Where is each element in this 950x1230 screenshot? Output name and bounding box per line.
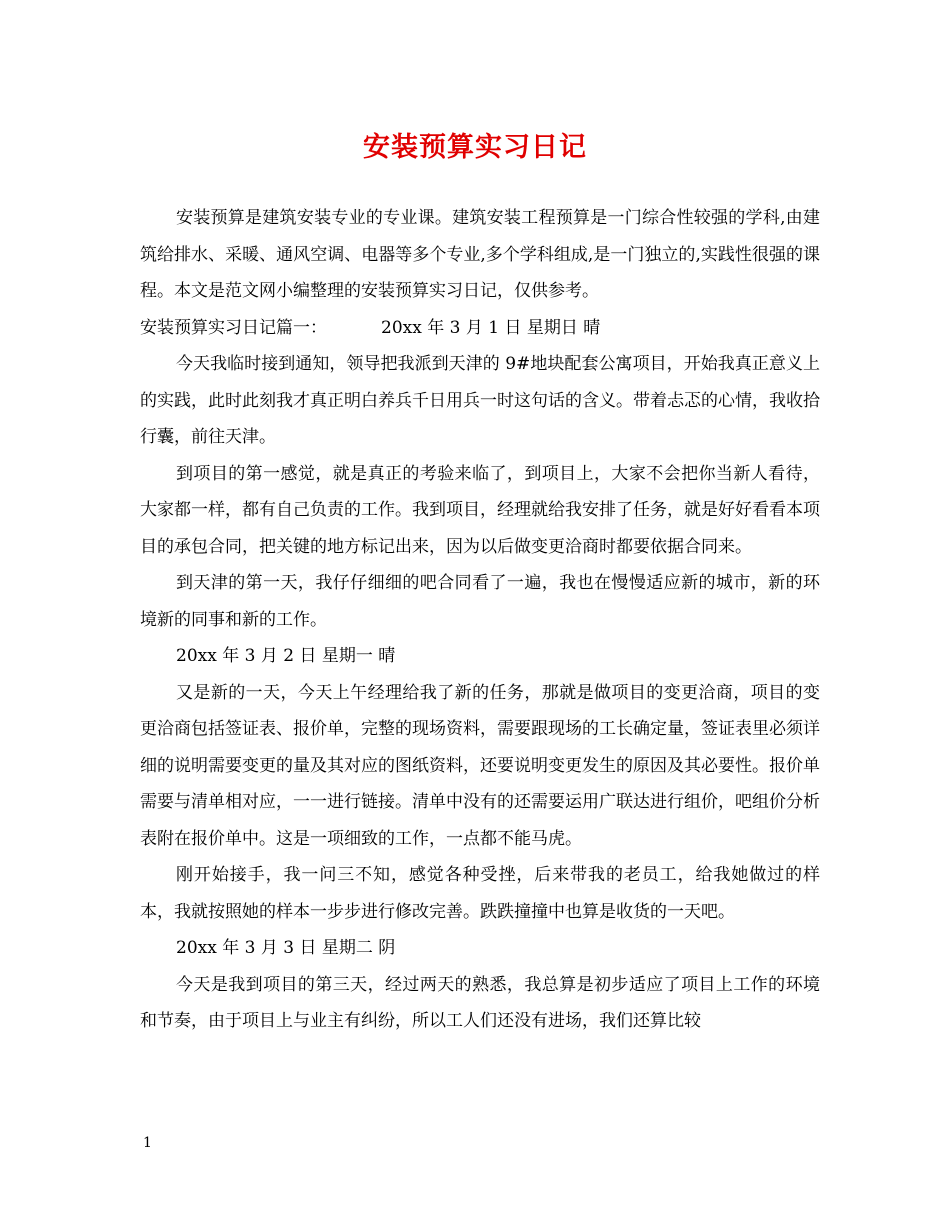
page-title: 安装预算实习日记 bbox=[363, 132, 587, 163]
page-number: 1 bbox=[143, 1135, 152, 1151]
entry2-paragraph-1: 又是新的一天，今天上午经理给我了新的任务，那就是做项目的变更洽商，项目的变更洽商包括签证表、报价单，完整的现场资料，需要跟现场的工长确定量，签证表里必须详细的说明需要变更的量及其对应的图纸资料，还要说明变更发生的原因及其必要性。报价单需要与清单相对应，一一进行链接。清单中没有的还需要运用广联达进行组价，吧组价分析表附在报价单中。这是一项细致的工作，一点都不能马虎。 bbox=[140, 682, 820, 849]
entry3-paragraph-1: 今天是我到项目的第三天，经过两天的熟悉，我总算是初步适应了项目上工作的环境和节奏，由于项目上与业主有纠纷，所以工人们还没有进场，我们还算比较 bbox=[140, 974, 820, 1031]
entry3-heading: 20xx 年 3 月 3 日 星期二 阴 bbox=[176, 938, 396, 958]
entry1-heading-date: 20xx 年 3 月 1 日 星期日 晴 bbox=[381, 317, 601, 338]
entry2-paragraph-2: 刚开始接手，我一问三不知，感觉各种受挫，后来带我的老员工，给我她做过的样本，我就按照她的样本一步步进行修改完善。跌跌撞撞中也算是收货的一天吧。 bbox=[140, 865, 820, 922]
entry1-paragraph-2: 到项目的第一感觉，就是真正的考验来临了，到项目上，大家不会把你当新人看待，大家都一样，都有自己负责的工作。我到项目，经理就给我安排了任务，就是好好看看本项目的承包合同，把关键的地方标记出来，因为以后做变更洽商时都要依据合同来。 bbox=[140, 463, 820, 557]
document-body bbox=[140, 200, 820, 1040]
entry2-heading: 20xx 年 3 月 2 日 星期一 晴 bbox=[176, 646, 396, 666]
intro-paragraph: 安装预算是建筑安装专业的专业课。建筑安装工程预算是一门综合性较强的学科,由建筑给排水、采暖、通风空调、电器等多个专业,多个学科组成,是一门独立的,实践性很强的课程。本文是范文网小编整理的安装预算实习日记，仅供参考。 bbox=[140, 208, 820, 301]
entry1-paragraph-3: 到天津的第一天，我仔仔细细的吧合同看了一遍，我也在慢慢适应新的城市，新的环境新的同事和新的工作。 bbox=[140, 573, 820, 630]
entry1-heading bbox=[140, 310, 820, 347]
entry1-heading-label: 安装预算实习日记篇一： bbox=[140, 317, 327, 338]
entry1-paragraph-1: 今天我临时接到通知，领导把我派到天津的 9#地块配套公寓项目，开始我真正意义上的实践，此时此刻我才真正明白养兵千日用兵一时这句话的含义。带着忐忑的心情，我收拾行囊，前往天津。 bbox=[140, 354, 820, 447]
